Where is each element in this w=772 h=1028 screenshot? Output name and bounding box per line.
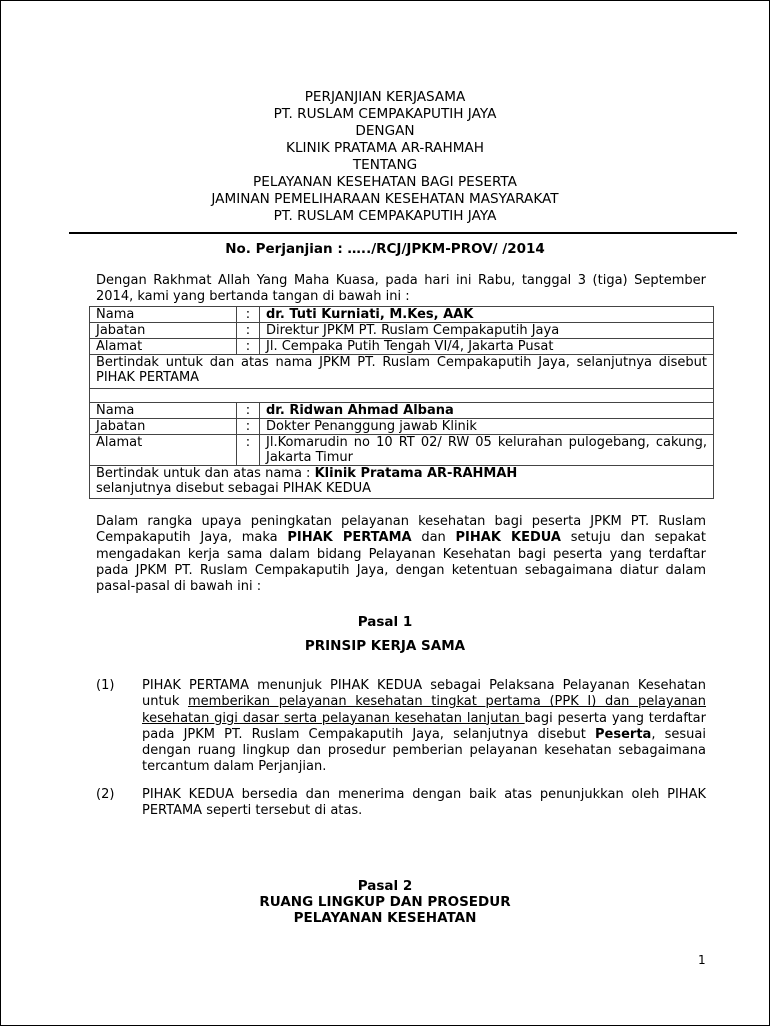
name-label: Nama [90,307,237,323]
party-one-address: Jl. Cempaka Putih Tengah VI/4, Jakarta Pusat [260,339,714,355]
party-two-address: Jl.Komarudin no 10 RT 02/ RW 05 kelurahan pulogebang, cakung, Jakarta Timur [260,435,714,466]
title-line: KLINIK PRATAMA AR-RAHMAH [286,140,484,156]
pasal-1-item-1: PIHAK PERTAMA menunjuk PIHAK KEDUA sebagai Pelaksana Pelayanan Kesehatan untuk memberikan pelayanan kesehatan tingkat pertama (PPK I) dan pelayanan kesehatan gigi dasar serta pelayanan kesehatan lanjutan bagi peserta yang terdaftar pada JPKM PT. Ruslam Cempakaputih Jaya, selanjutnya disebut Peserta, sesuai dengan ruang lingkup dan prosedur pemberian pelayanan kesehatan sebagaimana tercantum dalam Perjanjian. [142,678,706,775]
position-label: Jabatan [90,419,237,435]
separator: : [237,339,260,355]
pasal-1-item-2: PIHAK KEDUA bersedia dan menerima dengan baik atas penunjukkan oleh PIHAK PERTAMA seperti tersebut di atas. [142,787,706,819]
separator: : [237,419,260,435]
party-two-position: Dokter Penanggung jawab Klinik [260,419,714,435]
purpose-paragraph: Dalam rangka upaya peningkatan pelayanan kesehatan bagi peserta JPKM PT. Ruslam Cempakaputih Jaya, maka PIHAK PERTAMA dan PIHAK KEDUA setuju dan sepakat mengadakan kerja sama dalam bidang Pelayanan Kesehatan bagi peserta yang terdaftar pada JPKM PT. Ruslam Cempakaputih Jaya, dengan ketentuan sebagaimana diatur dalam pasal-pasal di bawah ini : [96,514,706,595]
pasal-1-heading: Pasal 1 [357,614,413,630]
title-divider [69,232,737,234]
party-two-address-row [90,435,714,466]
title-line: PERJANJIAN KERJASAMA [304,89,466,105]
page-number: 1 [698,953,706,967]
intro-paragraph: Dengan Rakhmat Allah Yang Maha Kuasa, pada hari ini Rabu, tanggal 3 (tiga) September 2014, kami yang bertanda tangan di bawah ini : [96,273,706,305]
separator: : [237,435,260,466]
agreement-number: No. Perjanjian : …../RCJ/JPKM-PROV/ /2014 [225,241,545,257]
party-one-name: dr. Tuti Kurniati, M.Kes, AAK [260,307,714,323]
party-one-acting: Bertindak untuk dan atas nama JPKM PT. Ruslam Cempakaputih Jaya, selanjutnya disebut PIHAK PERTAMA [90,355,714,389]
separator: : [237,323,260,339]
party-two-acting: Bertindak untuk dan atas nama : Klinik Pratama AR-RAHMAH selanjutnya disebut sebagai PIHAK KEDUA [90,466,714,499]
party-two-acting-row [90,466,714,499]
title-line: TENTANG [352,157,418,173]
pasal-2-subheading: RUANG LINGKUP DAN PROSEDUR [259,894,511,910]
position-label: Jabatan [90,323,237,339]
title-line: PT. RUSLAM CEMPAKAPUTIH JAYA [273,208,497,224]
party-two-name-row [90,403,714,419]
title-line: JAMINAN PEMELIHARAAN KESEHATAN MASYARAKAT [211,191,559,207]
party-one-position-row [90,323,714,339]
separator: : [237,307,260,323]
party-two-position-row [90,419,714,435]
name-label: Nama [90,403,237,419]
spacer-row [90,389,714,403]
party-two-table [89,402,714,499]
title-line: PELAYANAN KESEHATAN BAGI PESERTA [253,174,517,190]
pasal-2-subheading: PELAYANAN KESEHATAN [293,910,477,926]
spacer-cell [90,389,714,403]
party-one-name-row [90,307,714,323]
party-one-position: Direktur JPKM PT. Ruslam Cempakaputih Jaya [260,323,714,339]
address-label: Alamat [90,339,237,355]
address-label: Alamat [90,435,237,466]
document-title [1,89,769,225]
title-line: DENGAN [355,123,415,139]
pasal-1-subheading: PRINSIP KERJA SAMA [304,638,466,654]
separator: : [237,403,260,419]
item-number: (1) [96,678,115,693]
title-line: PT. RUSLAM CEMPAKAPUTIH JAYA [273,106,497,122]
pasal-2-heading: Pasal 2 [357,878,413,894]
party-two-name: dr. Ridwan Ahmad Albana [260,403,714,419]
party-one-address-row [90,339,714,355]
party-one-acting-row [90,355,714,389]
item-number: (2) [96,787,115,802]
party-one-table [89,306,714,403]
